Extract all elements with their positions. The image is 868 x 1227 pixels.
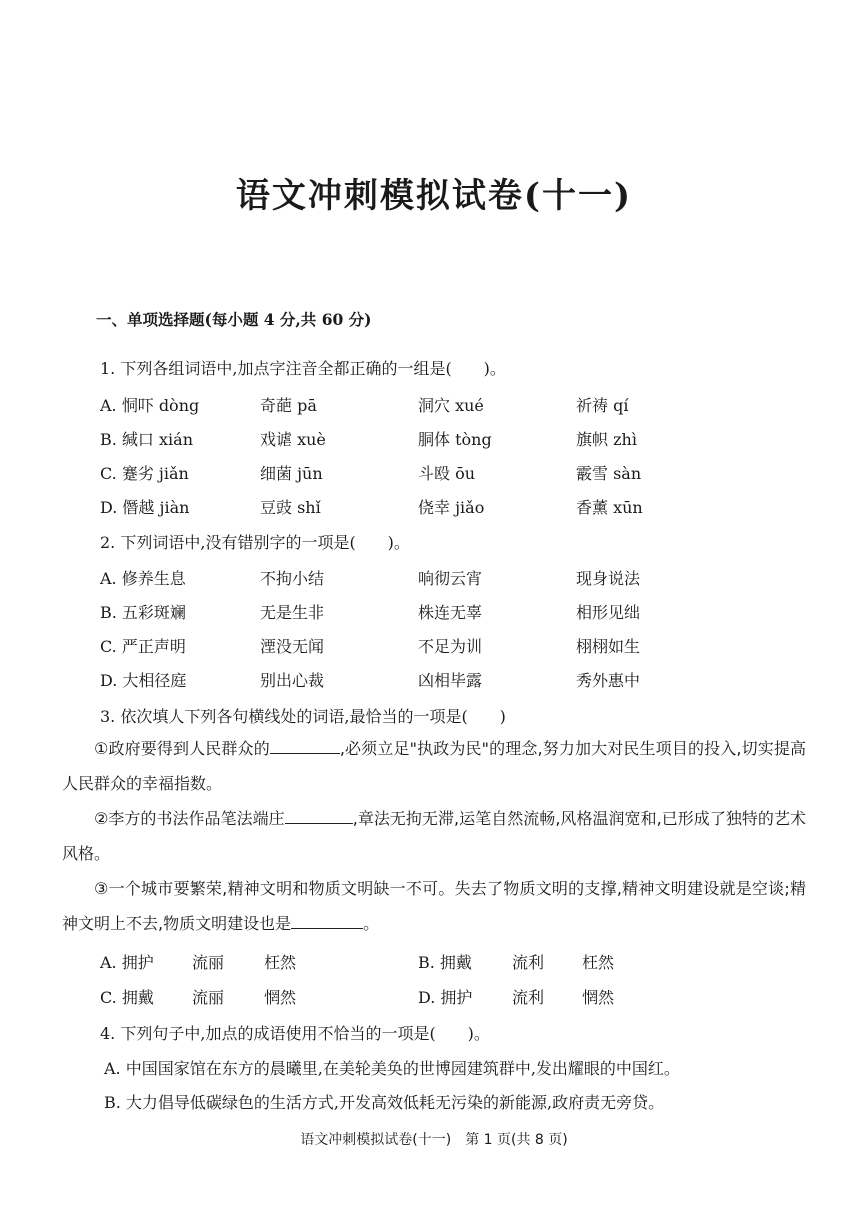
q3-s3-text: ③一个城市要繁荣,精神文明和物质文明缺一不可。失去了物质文明的支撑,精神文明建设就是空谈;精神文明上不去,物质文明建设也是 xyxy=(62,879,806,933)
q1-word: 侥幸 jiǎo xyxy=(418,498,485,517)
q1-option-c: C. 蹇劣 jiǎn xyxy=(100,464,189,483)
q3-option-a: A. 拥护 xyxy=(100,953,154,972)
q1-option-b: B. 缄口 xián xyxy=(100,430,194,449)
q4-option-a: A. 中国国家馆在东方的晨曦里,在美轮美奂的世博园建筑群中,发出耀眼的中国红。 xyxy=(104,1059,680,1078)
q1-word: 祈祷 qí xyxy=(576,396,629,415)
question-4-stem: 4. 下列句子中,加点的成语使用不恰当的一项是( )。 xyxy=(100,1024,490,1043)
q3-word: 枉然 xyxy=(264,953,297,972)
q3-word: 流利 xyxy=(512,953,545,972)
q3-word: 流利 xyxy=(512,988,545,1007)
section-header: 一、单项选择题(每小题 4 分,共 60 分) xyxy=(96,310,372,329)
q1-word: 香薰 xūn xyxy=(576,498,643,517)
q1-word: 胴体 tòng xyxy=(418,430,492,449)
q3-word: 流丽 xyxy=(192,953,225,972)
q2-option-c: C. 严正声明 xyxy=(100,637,186,656)
q3-s2-text: ②李方的书法作品笔法端庄 xyxy=(94,809,285,828)
q1-option-a: A. 恫吓 dòng xyxy=(100,396,200,415)
q3-options-row-2 xyxy=(100,985,720,1009)
q2-word: 现身说法 xyxy=(576,569,641,588)
q3-s2-text: ,章法无拘无滞,运笔自然流畅,风格温润宽和,已形成了独特的艺术风格。 xyxy=(62,809,806,863)
q3-s1-text: ,必须立足"执政为民"的理念,努力加大对民生项目的投入,切实提高人民群众的幸福指数。 xyxy=(62,739,806,793)
q3-word: 枉然 xyxy=(582,953,615,972)
q3-s3-text: 。 xyxy=(363,914,380,933)
q1-row-b xyxy=(100,427,820,451)
q3-options-row-1 xyxy=(100,950,720,974)
q2-row-c xyxy=(100,634,820,658)
q2-option-a: A. 修养生息 xyxy=(100,569,186,588)
q1-word: 戏谑 xuè xyxy=(260,430,326,449)
q3-sentence-1 xyxy=(62,731,806,801)
q3-option-b: B. 拥戴 xyxy=(418,953,472,972)
q2-word: 湮没无闻 xyxy=(260,637,325,656)
fill-blank xyxy=(270,739,340,754)
q1-option-d: D. 僭越 jiàn xyxy=(100,498,190,517)
q4-option-b: B. 大力倡导低碳绿色的生活方式,开发高效低耗无污染的新能源,政府责无旁贷。 xyxy=(104,1093,665,1112)
q1-word: 斗殴 ōu xyxy=(418,464,476,483)
q1-word: 豆豉 shǐ xyxy=(260,498,321,517)
q2-row-d xyxy=(100,668,820,692)
q2-word: 相形见绌 xyxy=(576,603,641,622)
q1-word: 旗帜 zhì xyxy=(576,430,637,449)
q3-word: 流丽 xyxy=(192,988,225,1007)
q1-row-c xyxy=(100,461,820,485)
q2-word: 不拘小结 xyxy=(260,569,325,588)
q2-word: 株连无辜 xyxy=(418,603,483,622)
q2-row-b xyxy=(100,600,820,624)
q2-word: 不足为训 xyxy=(418,637,483,656)
fill-blank xyxy=(291,914,363,929)
question-1-stem: 1. 下列各组词语中,加点字注音全都正确的一组是( )。 xyxy=(100,359,506,378)
q2-word: 响彻云宵 xyxy=(418,569,483,588)
q2-word: 栩栩如生 xyxy=(576,637,641,656)
q3-word: 惘然 xyxy=(264,988,297,1007)
q1-word: 霰雪 sàn xyxy=(576,464,642,483)
q2-word: 秀外惠中 xyxy=(576,671,641,690)
q1-row-a xyxy=(100,393,820,417)
q2-word: 无是生非 xyxy=(260,603,325,622)
question-2-stem: 2. 下列词语中,没有错别字的一项是( )。 xyxy=(100,533,410,552)
q2-option-b: B. 五彩斑斓 xyxy=(100,603,186,622)
q2-row-a xyxy=(100,566,820,590)
q1-word: 细菌 jūn xyxy=(260,464,323,483)
q2-word: 凶相毕露 xyxy=(418,671,483,690)
q3-option-c: C. 拥戴 xyxy=(100,988,154,1007)
q3-word: 惘然 xyxy=(582,988,615,1007)
q2-option-d: D. 大相径庭 xyxy=(100,671,187,690)
question-3-stem: 3. 依次填人下列各句横线处的词语,最恰当的一项是( ) xyxy=(100,707,506,726)
q3-s1-text: ①政府要得到人民群众的 xyxy=(94,739,270,758)
q1-row-d xyxy=(100,495,820,519)
page-footer: 语文冲刺模拟试卷(十一) 第 1 页(共 8 页) xyxy=(300,1132,568,1148)
q1-word: 洞穴 xué xyxy=(418,396,484,415)
q3-option-d: D. 拥护 xyxy=(418,988,473,1007)
q2-word: 别出心裁 xyxy=(260,671,325,690)
fill-blank xyxy=(285,809,353,824)
q1-word: 奇葩 pā xyxy=(260,396,317,415)
page-title: 语文冲刺模拟试卷(十一) xyxy=(235,176,633,216)
q3-sentence-2 xyxy=(62,801,806,871)
q3-sentence-3 xyxy=(62,871,806,941)
